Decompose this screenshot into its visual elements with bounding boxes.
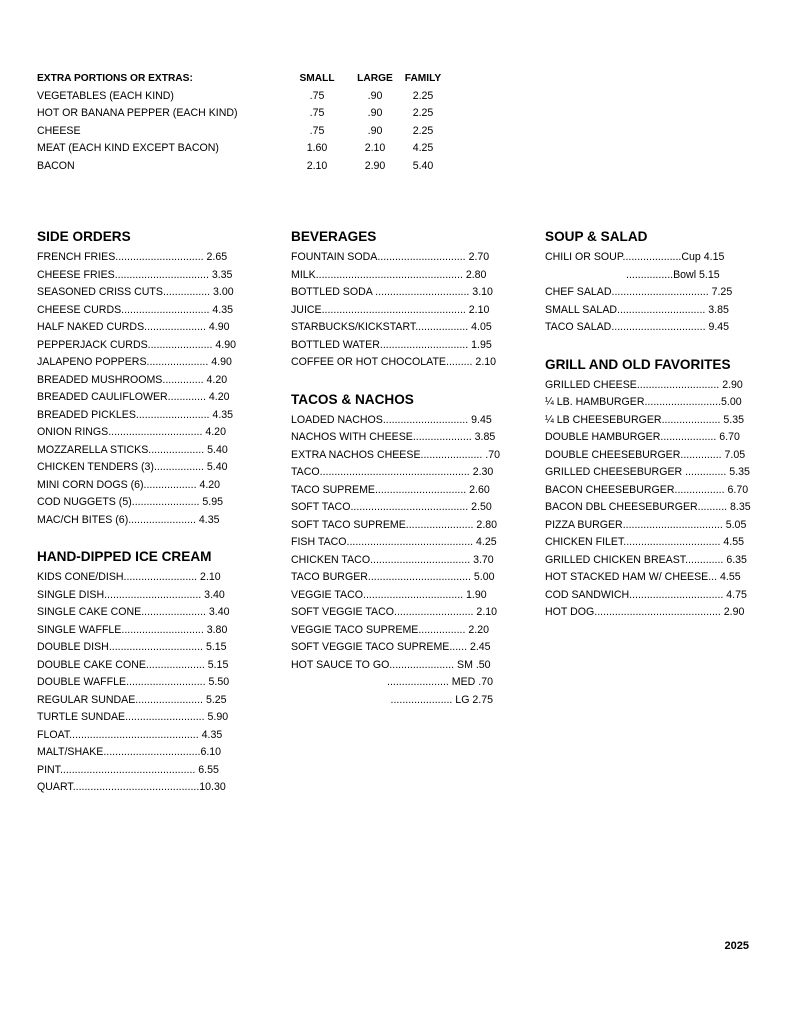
ice-cream-list xyxy=(37,569,233,797)
footer-year: 2025 xyxy=(724,940,749,952)
menu-item: PIZZA BURGER.................................. 5.05 xyxy=(545,518,747,531)
menu-item: TURTLE SUNDAE........................... 5.90 xyxy=(37,711,229,723)
section-title: BEVERAGES xyxy=(291,229,377,244)
menu-item: DOUBLE WAFFLE........................... 5.50 xyxy=(37,676,230,688)
extras-row xyxy=(37,105,434,123)
side-orders-list xyxy=(37,249,236,529)
menu-item: SEASONED CRISS CUTS................ 3.00 xyxy=(37,286,234,298)
menu-item: HOT STACKED HAM W/ CHEESE... 4.55 xyxy=(545,571,741,583)
menu-item: SOFT TACO SUPREME....................... 2.80 xyxy=(291,518,498,531)
menu-item: HOT SAUCE TO GO...................... SM .50 xyxy=(291,658,491,671)
menu-item: QUART...........................................10.30 xyxy=(37,781,226,793)
menu-item: DOUBLE HAMBURGER................... 6.70 xyxy=(545,431,740,443)
menu-item: GRILLED CHICKEN BREAST............. 6.35 xyxy=(545,553,747,566)
menu-item: TACO BURGER................................... 5.00 xyxy=(291,571,495,583)
menu-item: ONION RINGS................................ 4.20 xyxy=(37,426,226,438)
extras-table xyxy=(37,70,442,175)
extras-row xyxy=(37,158,434,176)
price-family: 2.25 xyxy=(412,124,434,137)
menu-item: BACON CHEESEBURGER................. 6.70 xyxy=(545,483,749,496)
price-family: 5.40 xyxy=(412,159,434,172)
col-large-header: LARGE xyxy=(357,73,393,84)
menu-item: COFFEE OR HOT CHOCOLATE......... 2.10 xyxy=(291,356,497,368)
menu-item: CHICKEN FILET................................. 4.55 xyxy=(545,536,744,548)
menu-item: ..................... LG 2.75 xyxy=(390,693,493,706)
menu-item: JUICE................................................. 2.10 xyxy=(291,303,490,316)
price-large: 2.90 xyxy=(364,159,386,172)
price-large: .90 xyxy=(367,89,383,102)
salad-list xyxy=(545,284,747,337)
price-small: .75 xyxy=(309,107,325,119)
price-family: 4.25 xyxy=(412,142,434,154)
extras-item-name: MEAT (EACH KIND EXCEPT BACON) xyxy=(37,142,219,154)
menu-item: DOUBLE CHEESEBURGER.............. 7.05 xyxy=(545,448,746,461)
menu-item: FRENCH FRIES.............................. 2.65 xyxy=(37,251,228,263)
menu-item: TACO SUPREME............................... 2.60 xyxy=(291,483,490,496)
menu-item: PINT.............................................. 6.55 xyxy=(37,763,219,776)
extras-row xyxy=(37,88,434,106)
price-small: 1.60 xyxy=(306,142,328,154)
menu-item: SOFT VEGGIE TACO........................... 2.10 xyxy=(291,606,498,618)
extras-row xyxy=(37,123,434,141)
beverages-section xyxy=(291,227,497,372)
menu-item: BOTTLED WATER.............................. 1.95 xyxy=(291,338,492,351)
price-family: 2.25 xyxy=(412,107,434,119)
menu-item: MINI CORN DOGS (6).................. 4.20 xyxy=(37,478,221,491)
menu-item: HOT DOG........................................... 2.90 xyxy=(545,606,745,618)
menu-item: GRILLED CHEESEBURGER .............. 5.35 xyxy=(545,466,750,478)
menu-item: ¼ LB CHEESEBURGER.................... 5.35 xyxy=(545,413,744,426)
grill-section xyxy=(545,355,751,622)
menu-item: BREADED MUSHROOMS.............. 4.20 xyxy=(37,373,228,386)
col-family-header: FAMILY xyxy=(404,73,442,84)
column-2 xyxy=(291,227,500,727)
menu-item: SINGLE WAFFLE............................ 3.80 xyxy=(37,623,228,636)
menu-item: NACHOS WITH CHEESE.................... 3.85 xyxy=(291,431,496,443)
menu-item: STARBUCKS/KICKSTART.................. 4.05 xyxy=(291,321,492,333)
menu-item: EXTRA NACHOS CHEESE..................... .70 xyxy=(291,448,500,461)
extras-row xyxy=(37,140,434,158)
column-1 xyxy=(37,227,236,815)
menu-item: CHEF SALAD................................. 7.25 xyxy=(545,286,733,298)
section-title: SOUP & SALAD xyxy=(545,229,648,244)
menu-item: MOZZARELLA STICKS................... 5.40 xyxy=(37,443,228,456)
menu-item: CHEESE CURDS.............................. 4.35 xyxy=(37,303,234,316)
menu-item: BREADED PICKLES......................... 4.35 xyxy=(37,408,234,421)
soup-salad-section xyxy=(545,227,747,337)
grill-list xyxy=(545,377,751,622)
side-orders-section xyxy=(37,227,236,529)
menu-item: FOUNTAIN SODA.............................. 2.70 xyxy=(291,251,490,263)
menu-item: TACO................................................... 2.30 xyxy=(291,466,494,478)
price-family: 2.25 xyxy=(412,89,434,102)
menu-item: LOADED NACHOS............................. 9.45 xyxy=(291,413,492,426)
menu-item: FLOAT............................................ 4.35 xyxy=(37,728,223,741)
menu-item: COD NUGGETS (5)....................... 5.95 xyxy=(37,496,224,508)
menu-item: CHICKEN TENDERS (3)................. 5.40 xyxy=(37,461,228,473)
menu-item: MALT/SHAKE.................................6.10 xyxy=(37,746,222,758)
extras-item-name: HOT OR BANANA PEPPER (EACH KIND) xyxy=(37,107,238,119)
menu-item: TACO SALAD................................ 9.45 xyxy=(545,321,730,333)
menu-item: PEPPERJACK CURDS...................... 4.90 xyxy=(37,338,236,351)
section-title: SIDE ORDERS xyxy=(37,229,131,244)
price-large: .90 xyxy=(367,124,383,137)
hot-sauce-sizes xyxy=(291,674,493,709)
ice-cream-section xyxy=(37,547,233,797)
menu-item: SMALL SALAD.............................. 3.85 xyxy=(545,303,729,316)
menu-item: VEGGIE TACO SUPREME................ 2.20 xyxy=(291,623,490,636)
price-small: .75 xyxy=(309,89,325,102)
price-large: 2.10 xyxy=(364,142,386,154)
section-title: HAND-DIPPED ICE CREAM xyxy=(37,549,212,564)
menu-item: FISH TACO........................................... 4.25 xyxy=(291,536,497,548)
extras-header-row xyxy=(37,70,442,88)
price-small: .75 xyxy=(309,124,325,137)
menu-item: SINGLE DISH................................. 3.40 xyxy=(37,588,225,601)
menu-item: DOUBLE DISH................................ 5.15 xyxy=(37,641,227,653)
menu-item: MAC/CH BITES (6)....................... 4.35 xyxy=(37,513,220,526)
extras-item-name: CHEESE xyxy=(37,124,81,137)
menu-item: HALF NAKED CURDS..................... 4.90 xyxy=(37,321,230,333)
price-large: .90 xyxy=(367,107,383,119)
menu-item: ¼ LB. HAMBURGER..........................5.00 xyxy=(545,396,742,408)
menu-item: CHICKEN TACO.................................. 3.70 xyxy=(291,553,494,566)
beverages-list xyxy=(291,249,497,372)
menu-item: CHILI OR SOUP....................Cup 4.15 xyxy=(545,251,725,263)
menu-item: BREADED CAULIFLOWER............. 4.20 xyxy=(37,391,230,403)
column-3 xyxy=(545,227,751,640)
menu-item: COD SANDWICH................................ 4.75 xyxy=(545,588,747,601)
price-small: 2.10 xyxy=(306,159,328,172)
menu-item: ..................... MED .70 xyxy=(387,676,493,688)
menu-item: DOUBLE CAKE CONE.................... 5.15 xyxy=(37,658,229,671)
menu-item: MILK.................................................. 2.80 xyxy=(291,268,487,281)
menu-item: CHEESE FRIES................................ 3.35 xyxy=(37,268,233,281)
extras-item-name: VEGETABLES (EACH KIND) xyxy=(37,89,174,102)
tacos-nachos-list xyxy=(291,412,500,675)
section-title: TACOS & NACHOS xyxy=(291,391,414,407)
tacos-nachos-section xyxy=(291,390,500,710)
menu-item: SINGLE CAKE CONE...................... 3.40 xyxy=(37,606,230,618)
soup-list xyxy=(545,249,747,267)
soup-bowl-line: ................Bowl 5.15 xyxy=(626,268,720,281)
col-small-header: SMALL xyxy=(299,73,335,84)
menu-item: JALAPENO POPPERS..................... 4.90 xyxy=(37,356,232,368)
section-title: GRILL AND OLD FAVORITES xyxy=(545,356,731,372)
menu-item: SOFT TACO........................................ 2.50 xyxy=(291,501,492,513)
menu-item: BOTTLED SODA ................................ 3.10 xyxy=(291,286,493,298)
extras-title: EXTRA PORTIONS OR EXTRAS: xyxy=(37,73,193,84)
menu-item: REGULAR SUNDAE....................... 5.25 xyxy=(37,693,227,706)
extras-rows xyxy=(37,88,434,176)
menu-item: KIDS CONE/DISH......................... 2.10 xyxy=(37,571,221,583)
extras-item-name: BACON xyxy=(37,159,75,172)
menu-item: VEGGIE TACO.................................. 1.90 xyxy=(291,588,487,601)
menu-item: GRILLED CHEESE............................ 2.90 xyxy=(545,378,743,391)
menu-item: SOFT VEGGIE TACO SUPREME...... 2.45 xyxy=(291,641,491,653)
menu-item: BACON DBL CHEESEBURGER.......... 8.35 xyxy=(545,501,751,513)
